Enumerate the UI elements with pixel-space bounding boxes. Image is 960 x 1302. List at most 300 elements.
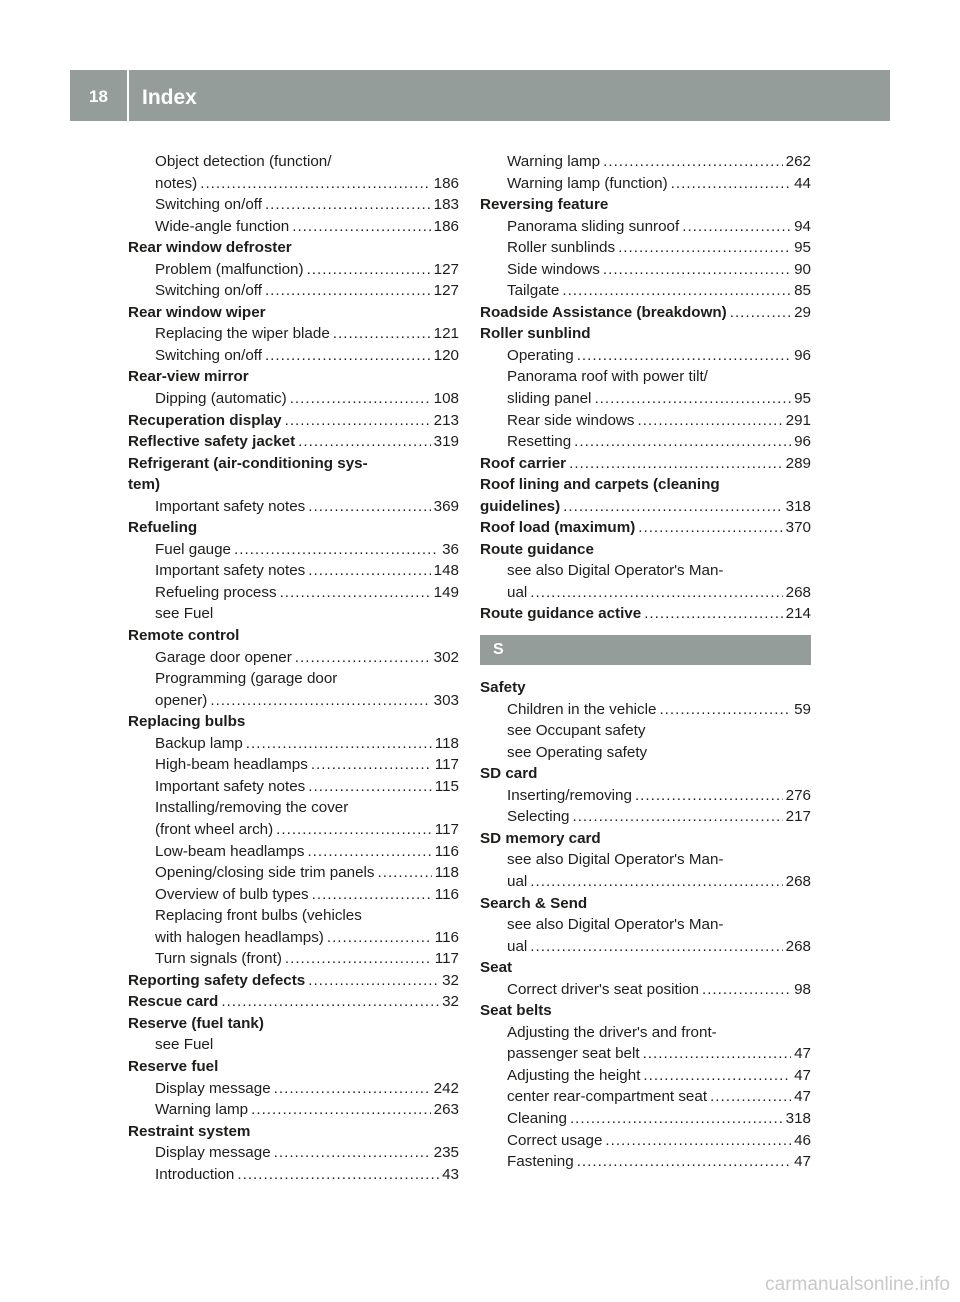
entry-label: center rear-compartment seat [507, 1088, 708, 1106]
leader-dots [298, 431, 430, 453]
page-title: Index [142, 86, 197, 109]
leader-dots [210, 690, 430, 712]
entry-label: Programming (garage door [155, 670, 338, 688]
leader-dots [635, 785, 783, 807]
entry-label: Refrigerant (air-conditioning sys- [128, 454, 368, 472]
index-subentry [480, 216, 811, 238]
leader-dots [569, 453, 783, 475]
index-subentry [480, 237, 811, 259]
page-reference[interactable]: 44 [794, 174, 811, 192]
entry-label: see also Digital Operator's Man- [507, 562, 724, 580]
leader-dots [307, 841, 431, 863]
leader-dots [290, 388, 431, 410]
index-subentry [128, 496, 459, 518]
page-reference[interactable]: 118 [434, 864, 459, 882]
index-subentry [128, 797, 459, 819]
entry-label: Children in the vehicle [507, 700, 657, 718]
page-reference[interactable]: 370 [785, 519, 811, 537]
leader-dots [265, 345, 431, 367]
page-number: 18 [89, 87, 108, 106]
entry-label: opener) [155, 691, 208, 709]
entry-label: Replacing front bulbs (vehicles [155, 907, 362, 925]
entry-label: Important safety notes [155, 497, 306, 515]
index-subentry [480, 560, 811, 582]
leader-dots [312, 884, 432, 906]
page-reference[interactable]: 116 [434, 842, 459, 860]
entry-label: Problem (malfunction) [155, 260, 304, 278]
index-subentry [128, 1034, 459, 1056]
page-reference[interactable]: 32 [442, 971, 459, 989]
leader-dots [530, 936, 782, 958]
leader-dots [562, 280, 791, 302]
index-entry [128, 711, 459, 733]
page-reference[interactable]: 303 [433, 691, 459, 709]
entry-label: Backup lamp [155, 734, 243, 752]
leader-dots [251, 1099, 431, 1121]
entry-label: Search & Send [480, 894, 588, 912]
index-subentry [128, 173, 459, 195]
index-entry [480, 302, 811, 324]
entry-label: Warning lamp (function) [507, 174, 668, 192]
index-subentry [480, 280, 811, 302]
entry-label: Tailgate [507, 282, 560, 300]
page-reference[interactable]: 116 [434, 928, 459, 946]
page-reference[interactable]: 242 [433, 1079, 459, 1097]
entry-label: Restraint system [128, 1122, 251, 1140]
page-reference[interactable]: 149 [433, 583, 459, 601]
page-reference[interactable]: 318 [785, 1109, 811, 1127]
leader-dots [570, 1108, 783, 1130]
leader-dots [308, 560, 430, 582]
index-subentry [480, 1022, 811, 1044]
page-reference[interactable]: 117 [434, 820, 459, 838]
leader-dots [246, 733, 432, 755]
entry-label: Resetting [507, 433, 572, 451]
entry-label: SD card [480, 765, 538, 783]
entry-label: Display message [155, 1144, 271, 1162]
index-entry [128, 302, 459, 324]
index-subentry [128, 1164, 459, 1186]
page-reference[interactable]: 127 [433, 260, 459, 278]
index-entry [128, 366, 459, 388]
entry-label: Route guidance active [480, 605, 642, 623]
index-entry [480, 517, 811, 539]
index-entry [128, 625, 459, 647]
index-subentry [128, 1078, 459, 1100]
page-reference[interactable]: 289 [785, 454, 811, 472]
index-subentry [480, 1151, 811, 1173]
leader-dots [265, 280, 431, 302]
index-subentry [480, 1086, 811, 1108]
page-reference[interactable]: 217 [785, 808, 811, 826]
page-reference[interactable]: 46 [794, 1131, 811, 1149]
page-reference[interactable]: 59 [794, 700, 811, 718]
entry-label: Operating [507, 346, 574, 364]
page-reference[interactable]: 29 [794, 303, 811, 321]
entry-label: Warning lamp [507, 153, 601, 170]
entry-label: Cleaning [507, 1109, 567, 1127]
index-entry [480, 677, 811, 699]
page-reference[interactable]: 98 [794, 980, 811, 998]
leader-dots [237, 1164, 439, 1186]
leader-dots [234, 539, 439, 561]
index-entry [128, 1121, 459, 1143]
page-reference[interactable]: 302 [433, 648, 459, 666]
entry-label: Rear window defroster [128, 239, 292, 257]
index-subentry [128, 259, 459, 281]
leader-dots [308, 970, 439, 992]
entry-label: Garage door opener [155, 648, 292, 666]
entry-label: Rear-view mirror [128, 368, 249, 386]
page-reference[interactable]: 47 [794, 1045, 811, 1063]
page-reference[interactable]: 115 [434, 777, 459, 795]
index-subentry [480, 410, 811, 432]
entry-label: Roller sunblinds [507, 239, 616, 257]
page-reference[interactable]: 36 [442, 540, 459, 558]
index-subentry [480, 936, 811, 958]
entry-label: Reporting safety defects [128, 971, 306, 989]
page-reference[interactable]: 43 [442, 1165, 459, 1183]
index-subentry [480, 785, 811, 807]
leader-dots [295, 647, 431, 669]
entry-label: Fastening [507, 1153, 574, 1171]
entry-label: Rear window wiper [128, 303, 266, 321]
page-reference[interactable]: 95 [794, 239, 811, 257]
entry-label: Remote control [128, 627, 240, 645]
entry-label: ual [507, 937, 528, 955]
entry-label: see Fuel [155, 605, 214, 623]
index-subentry [128, 216, 459, 238]
entry-label: Replacing the wiper blade [155, 325, 330, 343]
entry-label: Side windows [507, 260, 600, 278]
page-reference[interactable]: 148 [433, 562, 459, 580]
page-reference[interactable]: 96 [794, 346, 811, 364]
leader-dots [563, 496, 782, 518]
entry-label: Adjusting the driver's and front- [507, 1023, 717, 1041]
index-subentry [128, 884, 459, 906]
entry-label: Replacing bulbs [128, 713, 246, 731]
entry-label: see also Digital Operator's Man- [507, 916, 724, 934]
leader-dots [292, 216, 430, 238]
leader-dots [276, 819, 432, 841]
index-entry [480, 323, 811, 345]
entry-label: Roof carrier [480, 454, 567, 472]
index-subentry [480, 1065, 811, 1087]
page-reference[interactable]: 268 [785, 583, 811, 601]
index-subentry [480, 849, 811, 871]
index-subentry [128, 323, 459, 345]
page-reference[interactable]: 262 [785, 153, 811, 170]
index-subentry [128, 819, 459, 841]
page-reference[interactable]: 108 [433, 390, 459, 408]
leader-dots [710, 1086, 791, 1108]
index-entry [480, 539, 811, 561]
page-reference[interactable]: 127 [433, 282, 459, 300]
leader-dots [671, 173, 791, 195]
page-reference[interactable]: 47 [794, 1088, 811, 1106]
page-reference[interactable]: 213 [433, 411, 459, 429]
leader-dots [605, 1130, 791, 1152]
index-subentry [128, 948, 459, 970]
entry-label: see Operating safety [507, 743, 648, 761]
index-entry [480, 496, 811, 518]
entry-label: Display message [155, 1079, 271, 1097]
entry-label: Inserting/removing [507, 786, 632, 804]
entry-label: Adjusting the height [507, 1066, 641, 1084]
index-subentry [128, 1099, 459, 1121]
leader-dots [644, 603, 782, 625]
index-entry [480, 603, 811, 625]
index-entry [128, 1056, 459, 1078]
page-reference[interactable]: 90 [794, 260, 811, 278]
index-subentry [128, 927, 459, 949]
entry-label: Turn signals (front) [155, 950, 282, 968]
index-subentry [128, 905, 459, 927]
entry-label: Refueling [128, 519, 198, 537]
entry-label: passenger seat belt [507, 1045, 640, 1063]
page-reference[interactable]: 85 [794, 282, 811, 300]
index-entry [128, 431, 459, 453]
entry-label: notes) [155, 174, 198, 192]
page-reference[interactable]: 95 [794, 390, 811, 408]
index-subentry [480, 806, 811, 828]
index-subentry [128, 754, 459, 776]
page-reference[interactable]: 121 [433, 325, 459, 343]
index-subentry [480, 720, 811, 742]
index-subentry [480, 388, 811, 410]
index-subentry [480, 345, 811, 367]
index-subentry [480, 431, 811, 453]
index-entry [480, 474, 811, 496]
index-entry [480, 828, 811, 850]
page-reference[interactable]: 276 [785, 786, 811, 804]
leader-dots [280, 582, 431, 604]
entry-label: Roller sunblind [480, 325, 591, 343]
entry-label: Fuel gauge [155, 540, 231, 558]
leader-dots [643, 1043, 792, 1065]
entry-label: Roof lining and carpets (cleaning [480, 476, 720, 494]
index-entry [128, 474, 459, 496]
entry-label: Reserve (fuel tank) [128, 1014, 264, 1032]
entry-label: Safety [480, 679, 526, 697]
index-subentry [128, 560, 459, 582]
entry-label: (front wheel arch) [155, 820, 274, 838]
entry-label: Route guidance [480, 540, 594, 558]
leader-dots [265, 194, 431, 216]
leader-dots [643, 1065, 791, 1087]
entry-label: Warning lamp [155, 1101, 249, 1119]
page-reference[interactable]: 94 [794, 217, 811, 235]
index-entry [128, 517, 459, 539]
index-subentry [128, 388, 459, 410]
leader-dots [530, 871, 782, 893]
page-reference[interactable]: 369 [433, 497, 459, 515]
entry-label: Roadside Assistance (breakdown) [480, 303, 727, 321]
leader-dots [308, 776, 432, 798]
section-header: S [480, 635, 811, 665]
leader-dots [311, 754, 432, 776]
leader-dots [577, 345, 791, 367]
index-subentry [128, 603, 459, 625]
page-reference[interactable]: 117 [434, 950, 459, 968]
entry-label: Recuperation display [128, 411, 282, 429]
index-subentry [128, 668, 459, 690]
index-subentry [480, 173, 811, 195]
leader-dots [603, 151, 783, 173]
leader-dots [637, 410, 782, 432]
entry-label: with halogen headlamps) [155, 928, 324, 946]
entry-label: SD memory card [480, 829, 601, 847]
entry-label: Seat belts [480, 1002, 552, 1020]
entry-label: High-beam headlamps [155, 756, 308, 774]
page-header [70, 70, 890, 121]
page-reference[interactable]: 268 [785, 937, 811, 955]
entry-label: Important safety notes [155, 562, 306, 580]
entry-label: Overview of bulb types [155, 885, 309, 903]
index-entry [128, 237, 459, 259]
page-reference[interactable]: 186 [433, 217, 459, 235]
index-entry [480, 194, 811, 216]
entry-label: Reserve fuel [128, 1057, 219, 1075]
page-reference[interactable]: 117 [434, 756, 459, 774]
leader-dots [530, 582, 782, 604]
entry-label: tem) [128, 476, 161, 494]
leader-dots [702, 979, 791, 1001]
page-reference[interactable]: 183 [433, 196, 459, 214]
entry-label: Rescue card [128, 993, 219, 1011]
page-reference[interactable]: 214 [785, 605, 811, 623]
leader-dots [200, 173, 430, 195]
entry-label: Switching on/off [155, 196, 262, 214]
index-subentry [480, 871, 811, 893]
entry-label: Roof load (maximum) [480, 519, 636, 537]
page-reference[interactable]: 235 [433, 1144, 459, 1162]
leader-dots [730, 302, 791, 324]
entry-label: Reflective safety jacket [128, 433, 296, 451]
leader-dots [594, 388, 791, 410]
index-entry [128, 991, 459, 1013]
leader-dots [221, 991, 439, 1013]
index-subentry [480, 1130, 811, 1152]
index-subentry [128, 841, 459, 863]
index-subentry [480, 742, 811, 764]
entry-label: see Occupant safety [507, 722, 646, 740]
index-subentry [480, 151, 811, 173]
entry-label: Introduction [155, 1165, 235, 1183]
index-subentry [480, 259, 811, 281]
page-reference[interactable]: 318 [785, 497, 811, 515]
leader-dots [638, 517, 782, 539]
entry-label: Dipping (automatic) [155, 390, 287, 408]
index-entry [480, 957, 811, 979]
index-entry [128, 410, 459, 432]
leader-dots [618, 237, 791, 259]
index-column-right [480, 151, 811, 1173]
entry-label: Panorama sliding sunroof [507, 217, 680, 235]
page-reference[interactable]: 116 [434, 885, 459, 903]
page-reference[interactable]: 291 [785, 411, 811, 429]
entry-label: Switching on/off [155, 346, 262, 364]
index-entry [480, 1000, 811, 1022]
page-reference[interactable]: 268 [785, 872, 811, 890]
index-entry [128, 970, 459, 992]
index-subentry [480, 699, 811, 721]
index-subentry [128, 776, 459, 798]
leader-dots [327, 927, 432, 949]
page-reference[interactable]: 319 [433, 433, 459, 451]
leader-dots [307, 259, 431, 281]
page-reference[interactable]: 186 [433, 174, 459, 192]
index-column-left [128, 151, 459, 1185]
header-divider [127, 70, 129, 121]
entry-label: Refueling process [155, 583, 277, 601]
index-subentry [128, 194, 459, 216]
page-reference[interactable]: 47 [794, 1066, 811, 1084]
entry-label: see Fuel [155, 1036, 214, 1054]
leader-dots [577, 1151, 791, 1173]
entry-label: ual [507, 872, 528, 890]
page-reference[interactable]: 118 [434, 734, 459, 752]
entry-label: Installing/removing the cover [155, 799, 349, 817]
leader-dots [659, 699, 791, 721]
index-entry [480, 763, 811, 785]
entry-label: Reversing feature [480, 196, 609, 214]
index-subentry [128, 647, 459, 669]
leader-dots [333, 323, 431, 345]
index-subentry [480, 979, 811, 1001]
index-subentry [480, 1108, 811, 1130]
index-subentry [128, 151, 459, 173]
index-entry [480, 453, 811, 475]
entry-label: ual [507, 583, 528, 601]
page-reference[interactable]: 263 [433, 1101, 459, 1119]
entry-label: Seat [480, 959, 513, 977]
watermark: carmanualsonline.info [765, 1274, 950, 1295]
index-subentry [128, 862, 459, 884]
page-reference[interactable]: 120 [433, 346, 459, 364]
index-subentry [128, 690, 459, 712]
entry-label: Correct driver's seat position [507, 980, 699, 998]
entry-label: guidelines) [480, 497, 561, 515]
index-subentry [480, 582, 811, 604]
leader-dots [378, 862, 432, 884]
entry-label: Selecting [507, 808, 570, 826]
index-subentry [480, 1043, 811, 1065]
page-reference[interactable]: 32 [442, 993, 459, 1011]
entry-label: Correct usage [507, 1131, 603, 1149]
leader-dots [285, 410, 431, 432]
page-reference[interactable]: 47 [794, 1153, 811, 1171]
leader-dots [308, 496, 430, 518]
index-subentry [128, 1142, 459, 1164]
entry-label: Low-beam headlamps [155, 842, 305, 860]
leader-dots [274, 1078, 431, 1100]
entry-label: see also Digital Operator's Man- [507, 851, 724, 869]
leader-dots [682, 216, 791, 238]
entry-label: Opening/closing side trim panels [155, 864, 375, 882]
index-subentry [128, 345, 459, 367]
index-entry [128, 1013, 459, 1035]
index-subentry [480, 914, 811, 936]
leader-dots [285, 948, 432, 970]
page-reference[interactable]: 96 [794, 433, 811, 451]
index-subentry [128, 280, 459, 302]
entry-label: Switching on/off [155, 282, 262, 300]
leader-dots [603, 259, 791, 281]
entry-label: sliding panel [507, 390, 592, 408]
index-subentry [128, 733, 459, 755]
leader-dots [274, 1142, 431, 1164]
